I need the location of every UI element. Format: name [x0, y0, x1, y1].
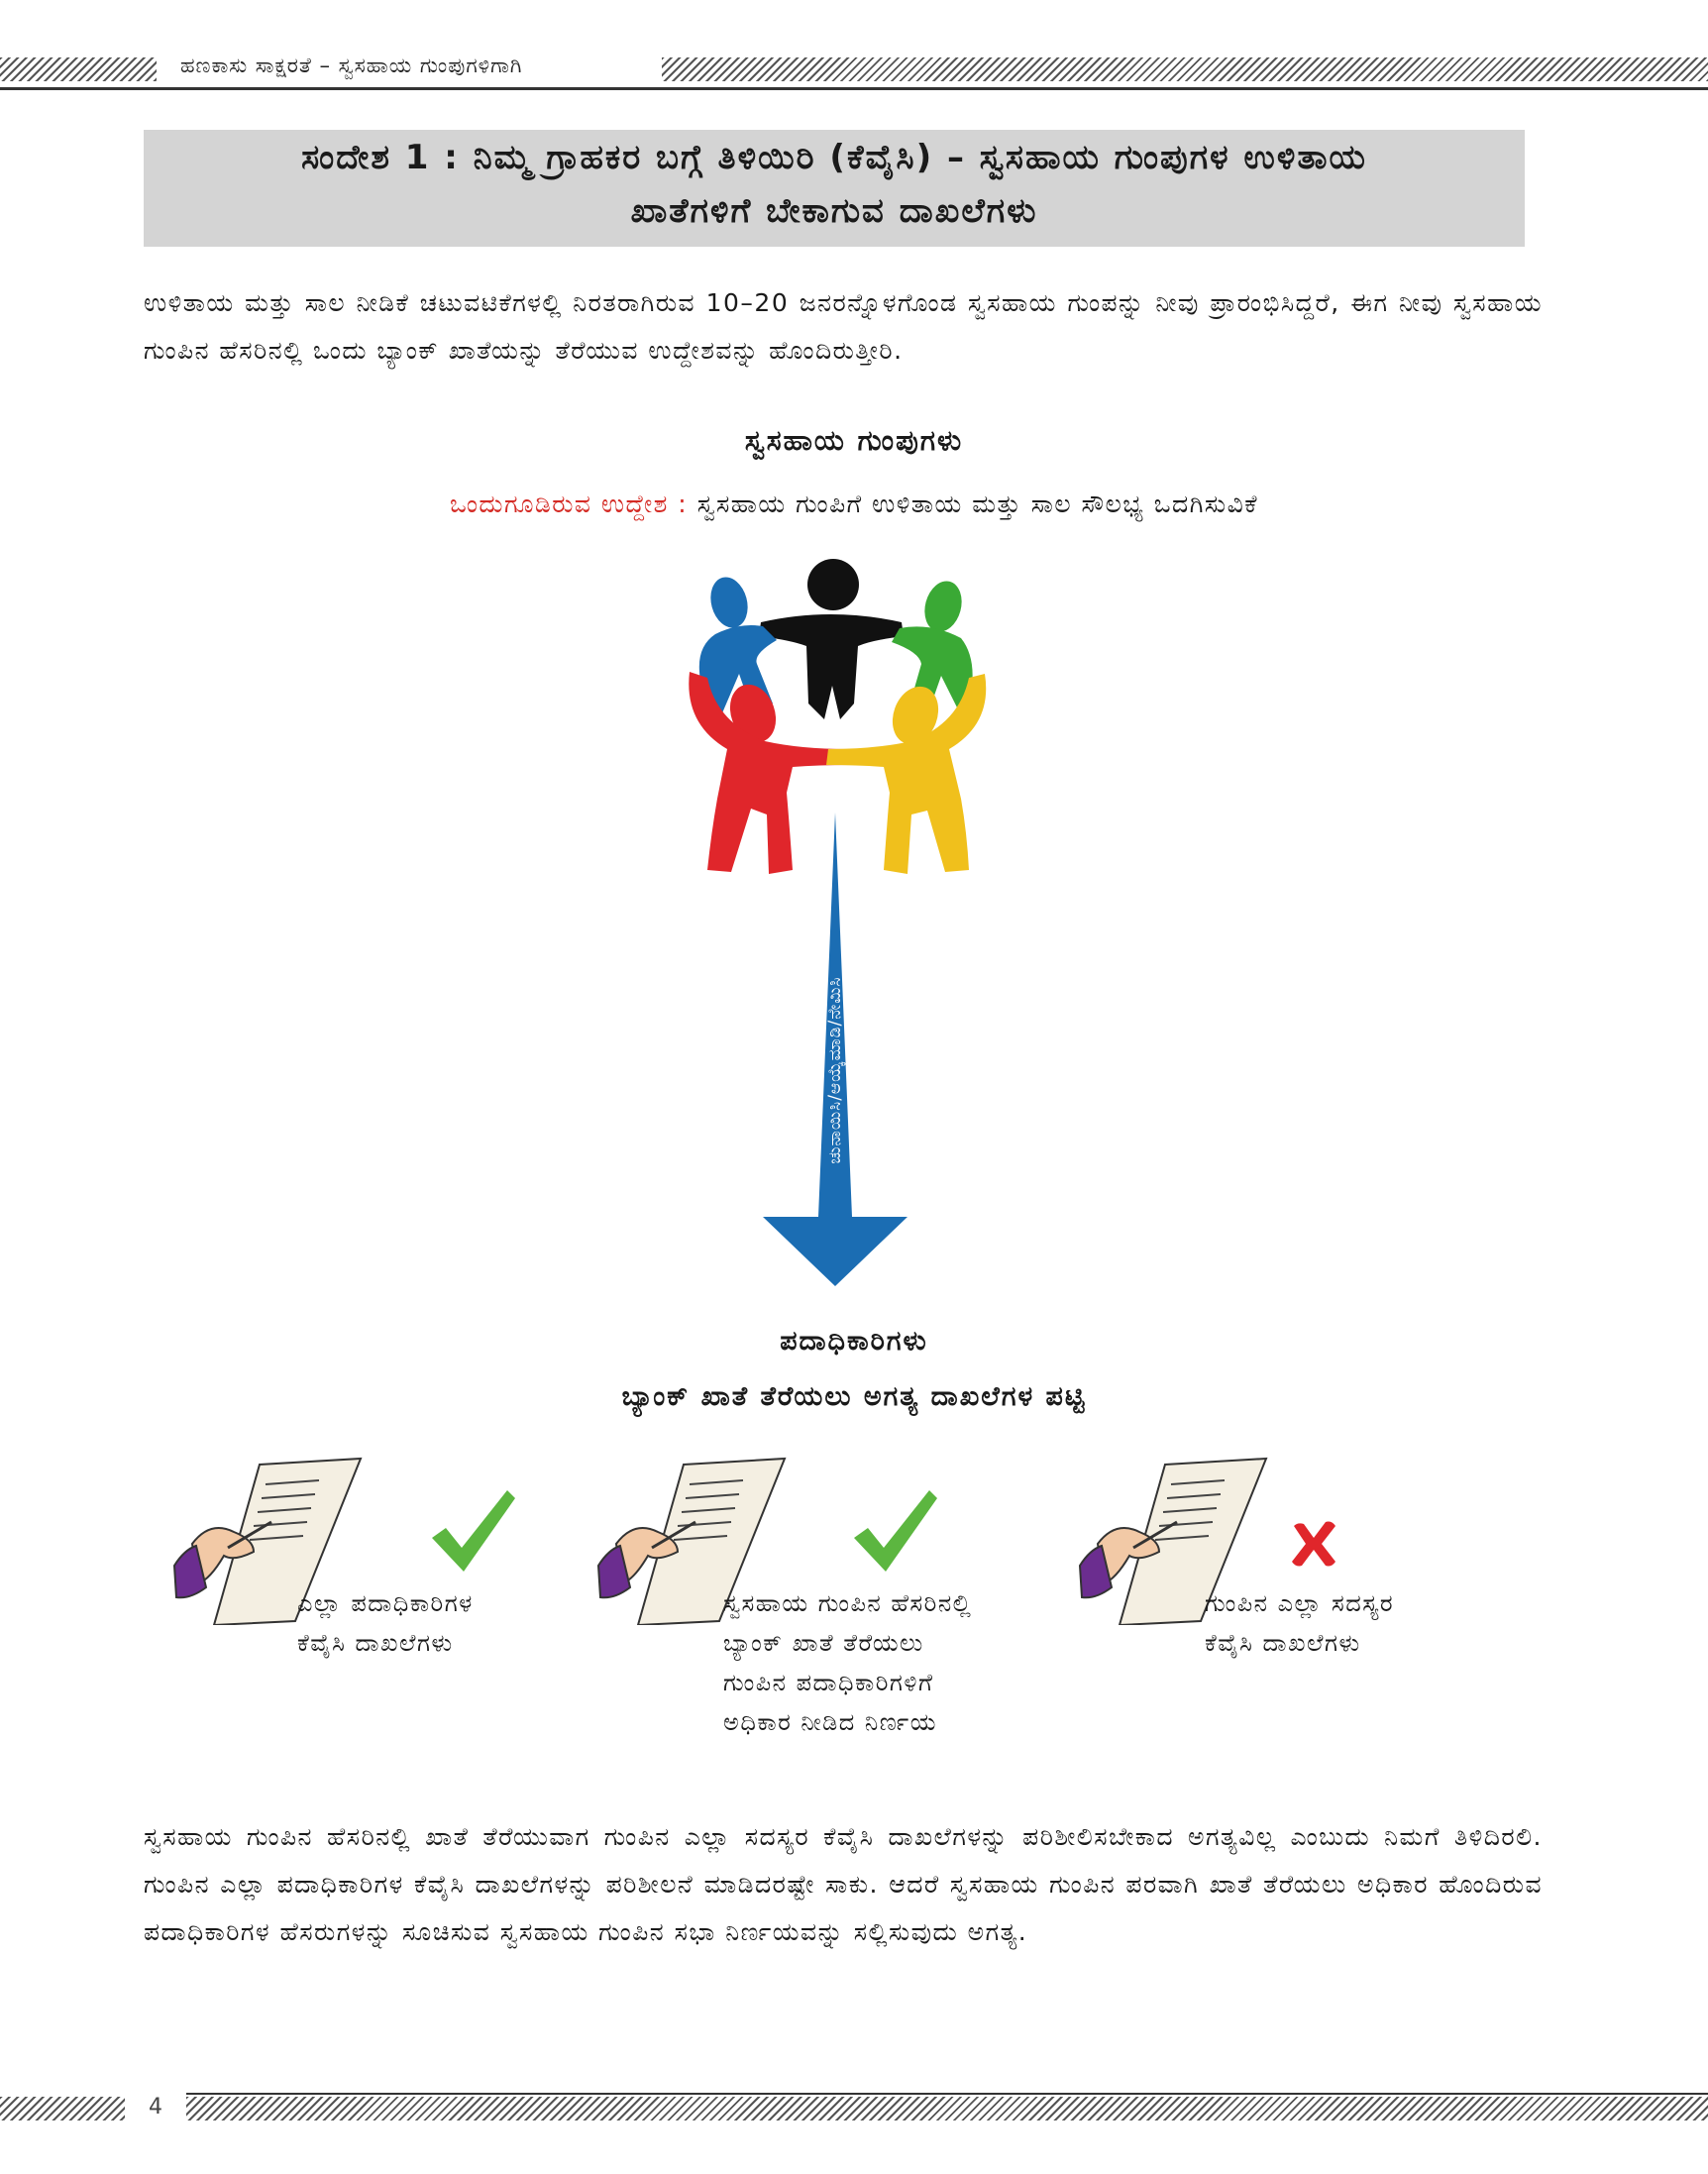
intro-paragraph: ಉಳಿತಾಯ ಮತ್ತು ಸಾಲ ನೀಡಿಕೆ ಚಟುವಟಿಕೆಗಳಲ್ಲಿ ನಿರತರಾಗಿರುವ 10–20 ಜನರನ್ನೊಳಗೊಂಡ ಸ್ವಸಹಾಯ ಗುಂಪನ್ನು ನೀವು ಪ್ರಾರಂಭಿಸಿದ್ದರೆ, ಈಗ ನೀವು ಸ್ವಸಹಾಯ ಗುಂಪಿನ ಹೆಸರಿನಲ್ಲಿ ಒಂದು ಬ್ಯಾಂಕ್ ಖಾತೆಯನ್ನು ತೆರೆಯುವ ಉದ್ದೇಶವನ್ನು ಹೊಂದಿರುತ್ತೀರಿ. — [144, 288, 1543, 365]
closing-paragraph: ಸ್ವಸಹಾಯ ಗುಂಪಿನ ಹೆಸರಿನಲ್ಲಿ ಖಾತೆ ತೆರೆಯುವಾಗ ಗುಂಪಿನ ಎಲ್ಲಾ ಸದಸ್ಯರ ಕೆವೈಸಿ ದಾಖಲೆಗಳನ್ನು ಪರಿಶೀಲಿಸಬೇಕಾದ ಅಗತ್ಯವಿಲ್ಲ ಎಂಬುದು ನಿಮಗೆ ತಿಳಿದಿರಲಿ. ಗುಂಪಿನ ಎಲ್ಲಾ ಪದಾಧಿಕಾರಿಗಳ ಕೆವೈಸಿ ದಾಖಲೆಗಳನ್ನು ಪರಿಶೀಲನೆ ಮಾಡಿದರಷ್ಟೇ ಸಾಕು. ಆದರೆ ಸ್ವಸಹಾಯ ಗುಂಪಿನ ಪರವಾಗಿ ಖಾತೆ ತೆರೆಯಲು ಅಧಿಕಾರ ಹೊಂದಿರುವ ಪದಾಧಿಕಾರಿಗಳ ಹೆಸರುಗಳನ್ನು ಸೂಚಿಸುವ ಸ್ವಸಹಾಯ ಗುಂಪಿನ ಸಭಾ ನಿರ್ಣಯವನ್ನು ಸಲ್ಲಿಸುವುದು ಅಗತ್ಯ. — [144, 1822, 1543, 1946]
documents-heading: ಬ್ಯಾಂಕ್ ಖಾತೆ ತೆರೆಯಲು ಅಗತ್ಯ ದಾಖಲೆಗಳ ಪಟ್ಟಿ — [621, 1381, 1087, 1412]
page-number: 4 — [149, 2095, 162, 2120]
group-heading: ಸ್ವಸಹಾಯ ಗುಂಪುಗಳು — [744, 424, 964, 457]
footer-hatch-right — [186, 2097, 1708, 2120]
person-black — [759, 559, 904, 719]
purpose-text: ಸ್ವಸಹಾಯ ಗುಂಪಿಗೆ ಉಳಿತಾಯ ಮತ್ತು ಸಾಲ ಸೌಲಭ್ಯ ಒದಗಿಸುವಿಕೆ — [696, 489, 1258, 518]
purpose-line — [0, 489, 1708, 519]
arrow-label: ಚುನಾಯಿಸಿ/ಆಯ್ಕೆಮಾಡಿ/ನೇಮಿಸಿ — [825, 976, 845, 1164]
check-icon — [850, 1484, 939, 1576]
document-label-2: ಸ್ವಸಹಾಯ ಗುಂಪಿನ ಹೆಸರಿನಲ್ಲಿ ಬ್ಯಾಂಕ್ ಖಾತೆ ತೆರೆಯಲು ಗುಂಪಿನ ಪದಾಧಿಕಾರಿಗಳಿಗೆ ಅಧಿಕಾರ ನೀಡಿದ ನಿರ್ಣಯ — [723, 1589, 973, 1736]
title-box — [144, 130, 1525, 247]
header-hatch-left — [0, 57, 157, 81]
title-line-1: ಸಂದೇಶ 1 : ನಿಮ್ಮ ಗ್ರಾಹಕರ ಬಗ್ಗೆ ತಿಳಿಯಿರಿ (ಕೆವೈಸಿ) – ಸ್ವಸಹಾಯ ಗುಂಪುಗಳ ಉಳಿತಾಯ — [301, 138, 1367, 177]
title-line-2: ಖಾತೆಗಳಿಗೆ ಬೇಕಾಗುವ ದಾಖಲೆಗಳು — [630, 191, 1038, 231]
purpose-label: ಒಂದುಗೂಡಿರುವ ಉದ್ದೇಶ : — [450, 489, 689, 518]
footer-rule — [186, 2093, 1708, 2095]
footer-hatch-left — [0, 2097, 125, 2120]
header-hatch-right — [662, 57, 1708, 81]
officials-heading: ಪದಾಧಿಕಾರಿಗಳು — [780, 1326, 928, 1357]
header-title: ಹಣಕಾಸು ಸಾಕ್ಷರತೆ – ಸ್ವಸಹಾಯ ಗುಂಪುಗಳಿಗಾಗಿ — [180, 54, 523, 77]
document-label-1: ಎಲ್ಲಾ ಪದಾಧಿಕಾರಿಗಳ ಕೆವೈಸಿ ದಾಖಲೆಗಳು — [297, 1589, 474, 1657]
check-icon — [428, 1484, 517, 1576]
document-label-3: ಗುಂಪಿನ ಎಲ್ಲಾ ಸದಸ್ಯರ ಕೆವೈಸಿ ದಾಖಲೆಗಳು — [1205, 1589, 1395, 1657]
cross-icon — [1286, 1516, 1341, 1572]
header-rule — [0, 87, 1708, 90]
